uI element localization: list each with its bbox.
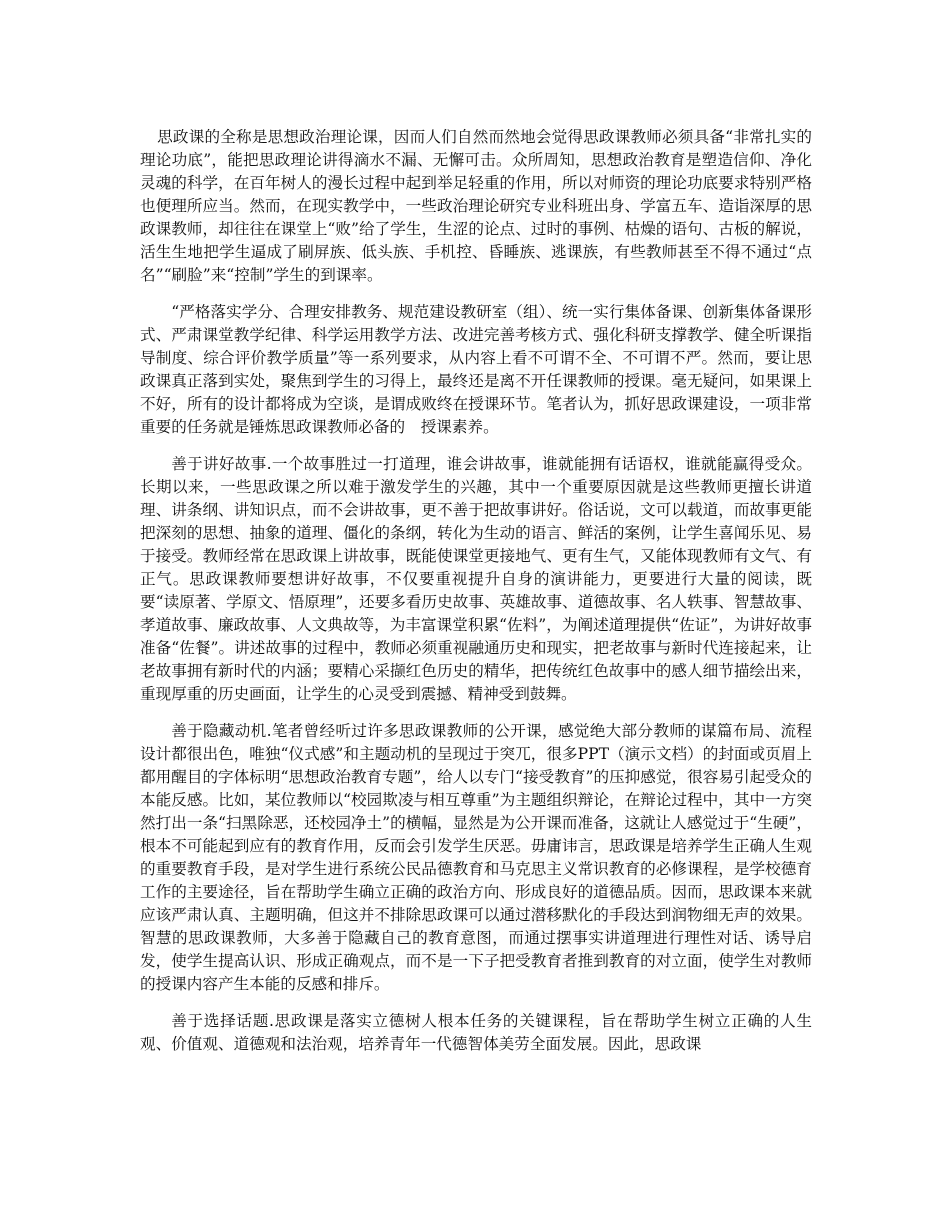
paragraph-3: 善于讲好故事.一个故事胜过一打道理，谁会讲故事，谁就能拥有话语权，谁就能赢得受众。长期以来，一些思政课之所以难于激发学生的兴趣，其中一个重要原因就是这些教师更擅长讲道理、讲条纲、讲知识点，而不会讲故事，更不善于把故事讲好。俗话说，文可以载道，而故事更能把深刻的思想、抽象的道理、僵化的条纲，转化为生动的语言、鲜活的案例，让学生喜闻乐见、易于接受。教师经常在思政课上讲故事，既能使课堂更接地气、更有生气，又能体现教师有文气、有正气。思政课教师要想讲好故事，不仅要重视提升自身的演讲能力，更要进行大量的阅读，既要“读原著、学原文、悟原理”，还要多看历史故事、英雄故事、道德故事、名人轶事、智慧故事、孝道故事、廉政故事、人文典故等，为丰富课堂积累“佐料”，为阐述道理提供“佐证”，为讲好故事准备“佐餐”。讲述故事的过程中，教师必须重视融通历史和现实，把老故事与新时代连接起来，让老故事拥有新时代的内涵；要精心采撷红色历史的精华，把传统红色故事中的感人细节描绘出来，重现厚重的历史画面，让学生的心灵受到震撼、精神受到鼓舞。 [140, 455, 812, 703]
paragraph-2: “严格落实学分、合理安排教务、规范建设教研室（组）、统一实行集体备课、创新集体备课形式、严肃课堂教学纪律、科学运用教学方法、改进完善考核方式、强化科研支撑教学、健全听课指导制度、综合评价教学质量”等一系列要求，从内容上看不可谓不全、不可谓不严。然而，要让思政课真正落到实处，聚焦到学生的习得上，最终还是离不开任课教师的授课。毫无疑问，如果课上不好，所有的设计都将成为空谈，是谓成败终在授课环节。笔者认为，抓好思政课建设，一项非常重要的任务就是锤炼思政课教师必备的 授课素养。 [140, 303, 812, 436]
paragraph-4: 善于隐藏动机.笔者曾经听过许多思政课教师的公开课，感觉绝大部分教师的谋篇布局、流程设计都很出色，唯独“仪式感”和主题动机的呈现过于突兀，很多PPT（演示文档）的封面或页眉上都用醒目的字体标明“思想政治教育专题”，给人以专门“接受教育”的压抑感觉，很容易引起受众的本能反感。比如，某位教师以“校园欺凌与相互尊重”为主题组织辩论，在辩论过程中，其中一方突然打出一条“扫黑除恶，还校园净土”的横幅，显然是为公开课而准备，这就让人感觉过于“生硬”，根本不可能起到应有的教育作用，反而会引发学生厌恶。毋庸讳言，思政课是培养学生正确人生观的重要教育手段，是对学生进行系统公民品德教育和马克思主义常识教育的必修课程，是学校德育工作的主要途径，旨在帮助学生确立正确的政治方向、形成良好的道德品质。因而，思政课本来就应该严肃认真、主题明确，但这并不排除思政课可以通过潜移默化的手段达到润物细无声的效果。智慧的思政课教师，大多善于隐藏自己的教育意图，而通过摆事实讲道理进行理性对话、诱导启发，使学生提高认识、形成正确观点，而不是一下子把受教育者推到教育的对立面，使学生对教师的授课内容产生本能的反感和排斥。 [140, 722, 812, 993]
paragraph-1: 思政课的全称是思想政治理论课，因而人们自然而然地会觉得思政课教师必须具备“非常扎实的理论功底”，能把思政理论讲得滴水不漏、无懈可击。众所周知，思想政治教育是塑造信仰、净化灵魂的科学，在百年树人的漫长过程中起到举足轻重的作用，所以对师资的理论功底要求特别严格也便理所应当。然而，在现实教学中，一些政治理论研究专业科班出身、学富五车、造诣深厚的思政课教师，却往往在课堂上“败”给了学生，生涩的论点、过时的事例、枯燥的语句、古板的解说，活生生地把学生逼成了刷屏族、低头族、手机控、昏睡族、逃课族，有些教师甚至不得不通过“点名”“刷脸”来“控制”学生的到课率。 [140, 128, 812, 284]
paragraph-5: 善于选择话题.思政课是落实立德树人根本任务的关键课程，旨在帮助学生树立正确的人生观、价值观、道德观和法治观，培养青年一代德智体美劳全面发展。因此，思政课 [140, 1012, 812, 1053]
document-page [140, 126, 812, 1070]
